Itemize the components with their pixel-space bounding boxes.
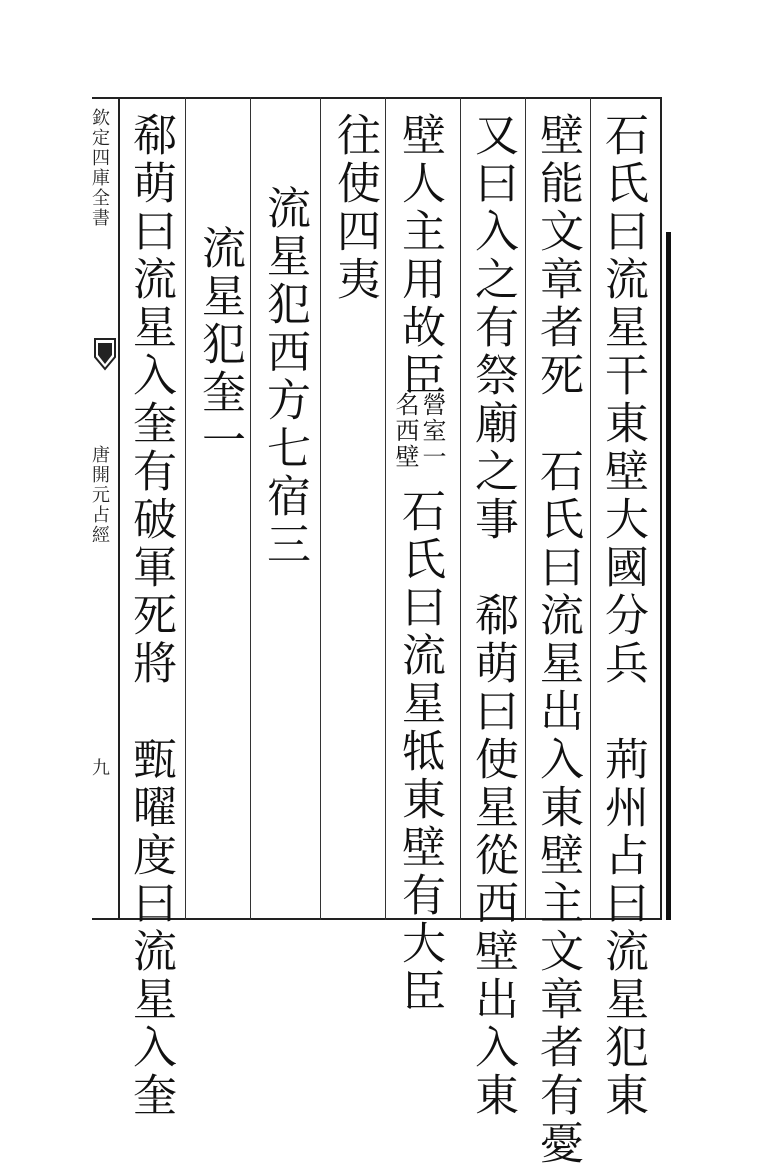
margin-page-number: 九 bbox=[89, 758, 110, 778]
text-column-8: 郗萌曰流星入奎有破軍死將 甄曜度曰流星入奎 bbox=[125, 112, 176, 1120]
column-rule bbox=[590, 97, 591, 920]
column-rule bbox=[525, 97, 526, 920]
text-column-5: 往使四夷 bbox=[329, 112, 380, 304]
frame-right-shadow-border bbox=[666, 232, 671, 920]
text-column-3: 又曰入之有祭廟之事 郗萌曰使星從西壁出入東 bbox=[467, 112, 518, 1120]
column-rule bbox=[250, 97, 251, 920]
frame-left-border bbox=[118, 97, 120, 920]
text-column-6-heading: 流星犯西方七宿三 bbox=[259, 185, 310, 569]
frame-top-border bbox=[92, 97, 662, 99]
text-column-4-note-left: 名西壁 bbox=[391, 392, 419, 470]
column-rule bbox=[385, 97, 386, 920]
margin-work-title: 唐開元占經 bbox=[89, 445, 110, 545]
text-column-2: 壁能文章者死 石氏曰流星出入東壁主文章者有憂 bbox=[532, 112, 583, 1168]
column-rule bbox=[320, 97, 321, 920]
text-column-4-rest: 石氏曰流星牴東壁有大臣 bbox=[394, 488, 445, 1016]
frame-right-border bbox=[660, 97, 662, 920]
margin-book-title: 欽定四庫全書 bbox=[89, 108, 110, 228]
text-column-4-main: 壁人主用故臣 bbox=[394, 112, 445, 400]
fish-tail-mark-icon bbox=[93, 337, 117, 371]
text-column-1: 石氏曰流星干東壁大國分兵 荊州占曰流星犯東 bbox=[597, 112, 648, 1120]
column-rule bbox=[185, 97, 186, 920]
text-column-4-note-right: 營室一 bbox=[418, 392, 446, 470]
column-rule bbox=[460, 97, 461, 920]
text-column-7-subheading: 流星犯奎一 bbox=[194, 225, 245, 465]
